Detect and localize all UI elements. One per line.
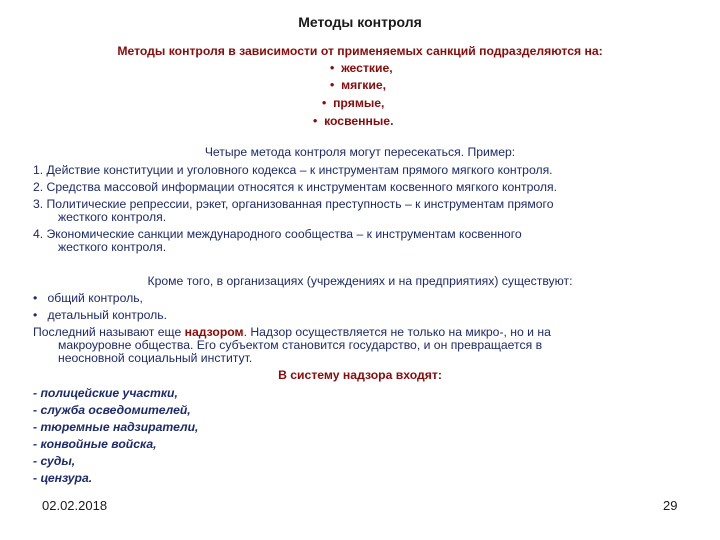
method-item: 4. Экономические санкции международного сообщества – к инструментам косвенного (33, 227, 522, 241)
type-item: • косвенные. (313, 114, 394, 128)
system-heading: В систему надзора входят: (278, 368, 442, 382)
intro-text: Методы контроля в зависимости от применяемых санкций подразделяются на: (117, 44, 603, 58)
method-item: 3. Политические репрессии, рэкет, организованная преступность – к инструментам прямого (33, 197, 554, 211)
system-item: - суды, (33, 454, 76, 468)
system-item: - полицейские участки, (33, 386, 178, 400)
system-item: - цензура. (33, 471, 93, 485)
supervision-highlight: надзором (184, 325, 244, 339)
system-item: - служба осведомителей, (33, 403, 191, 417)
footer-date: 02.02.2018 (42, 498, 108, 513)
orgs-heading: Кроме того, в организациях (учреждениях и на предприятиях) существуют: (147, 274, 573, 288)
system-item: - конвойные войска, (33, 437, 157, 451)
type-item: • прямые, (322, 96, 385, 110)
system-item: - тюремные надзиратели, (33, 420, 199, 434)
supervision-line-3: неосновной социальный институт. (58, 351, 253, 365)
method-item-cont: жесткого контроля. (58, 210, 167, 224)
method-item: 1. Действие конституции и уголовного кодекса – к инструментам прямого мягкого контроля. (33, 163, 553, 177)
method-item-cont: жесткого контроля. (58, 240, 167, 254)
type-item: • жесткие, (330, 61, 393, 75)
four-methods-heading: Четыре метода контроля могут пересекаться. Пример: (204, 145, 516, 159)
supervision-line: Последний называют еще надзором. Надзор осуществляется не только на микро-, но и на (33, 325, 551, 339)
method-item: 2. Средства массовой информации относятся к инструментам косвенного мягкого контроля. (33, 180, 557, 194)
orgs-item: • общий контроль, (33, 291, 143, 305)
slide-title: Методы контроля (298, 14, 422, 30)
supervision-line-2: макроуровне общества. Его субъектом становится государство, и он превращается в (58, 338, 543, 352)
type-item: • мягкие, (330, 78, 387, 92)
page-number: 29 (663, 498, 678, 513)
orgs-item: • детальный контроль. (33, 308, 168, 322)
